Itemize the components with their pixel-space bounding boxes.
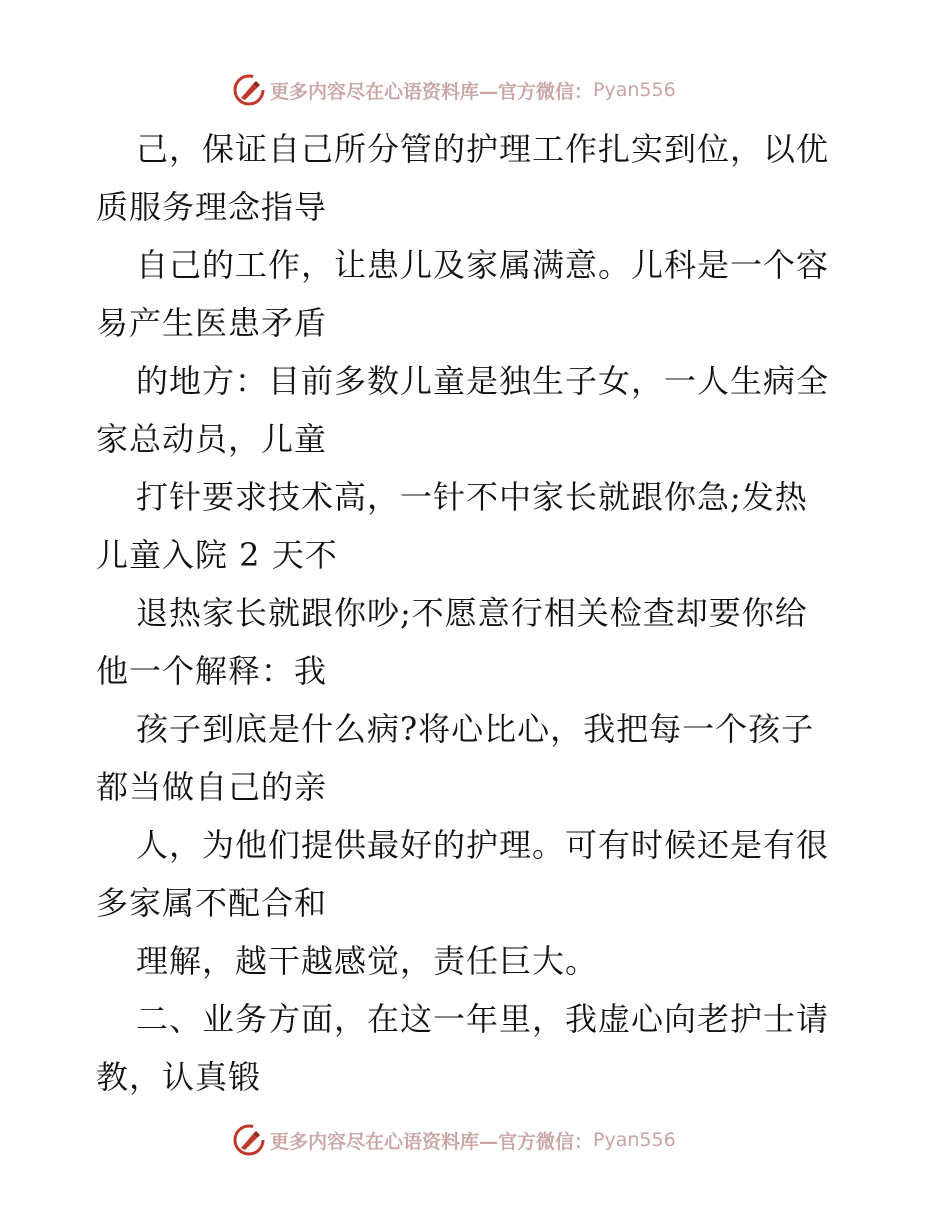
text-line: 家总动员，儿童 [96, 420, 328, 458]
text-line: 儿童入院 2 天不 [96, 536, 338, 574]
text-line: 己，保证自己所分管的护理工作扎实到位，以优 [136, 130, 830, 168]
text-line: 自己的工作，让患儿及家属满意。儿科是一个容 [136, 246, 830, 284]
text-line: 的地方：目前多数儿童是独生子女，一人生病全 [136, 362, 830, 400]
text-line: 退热家长就跟你吵;不愿意行相关检查却要你给 [136, 594, 808, 632]
header-banner-text: 更多内容尽在心语资料库—官方微信： [270, 80, 594, 103]
header-banner [232, 70, 732, 110]
text-line: 他一个解释：我 [96, 652, 328, 690]
text-line: 教，认真锻 [96, 1058, 262, 1096]
footer-wechat-account: Pyan556 [593, 1129, 676, 1151]
text-line: 二、业务方面，在这一年里，我虚心向老护士请 [136, 1000, 830, 1038]
text-line: 多家属不配合和 [96, 884, 328, 922]
text-line: 打针要求技术高，一针不中家长就跟你急;发热 [136, 478, 808, 516]
footer-banner-text: 更多内容尽在心语资料库—官方微信： [270, 1130, 594, 1153]
pen-logo-icon [232, 1123, 266, 1157]
text-line: 理解，越干越感觉，责任巨大。 [136, 942, 599, 980]
pen-logo-icon [232, 73, 266, 107]
footer-banner [232, 1120, 732, 1160]
text-line: 质服务理念指导 [96, 188, 328, 226]
body-text [96, 120, 866, 1106]
text-line: 都当做自己的亲 [96, 768, 328, 806]
text-line: 易产生医患矛盾 [96, 304, 328, 342]
text-line: 孩子到底是什么病?将心比心，我把每一个孩子 [136, 710, 815, 748]
header-wechat-account: Pyan556 [593, 79, 676, 101]
text-line: 人，为他们提供最好的护理。可有时候还是有很 [136, 826, 830, 864]
